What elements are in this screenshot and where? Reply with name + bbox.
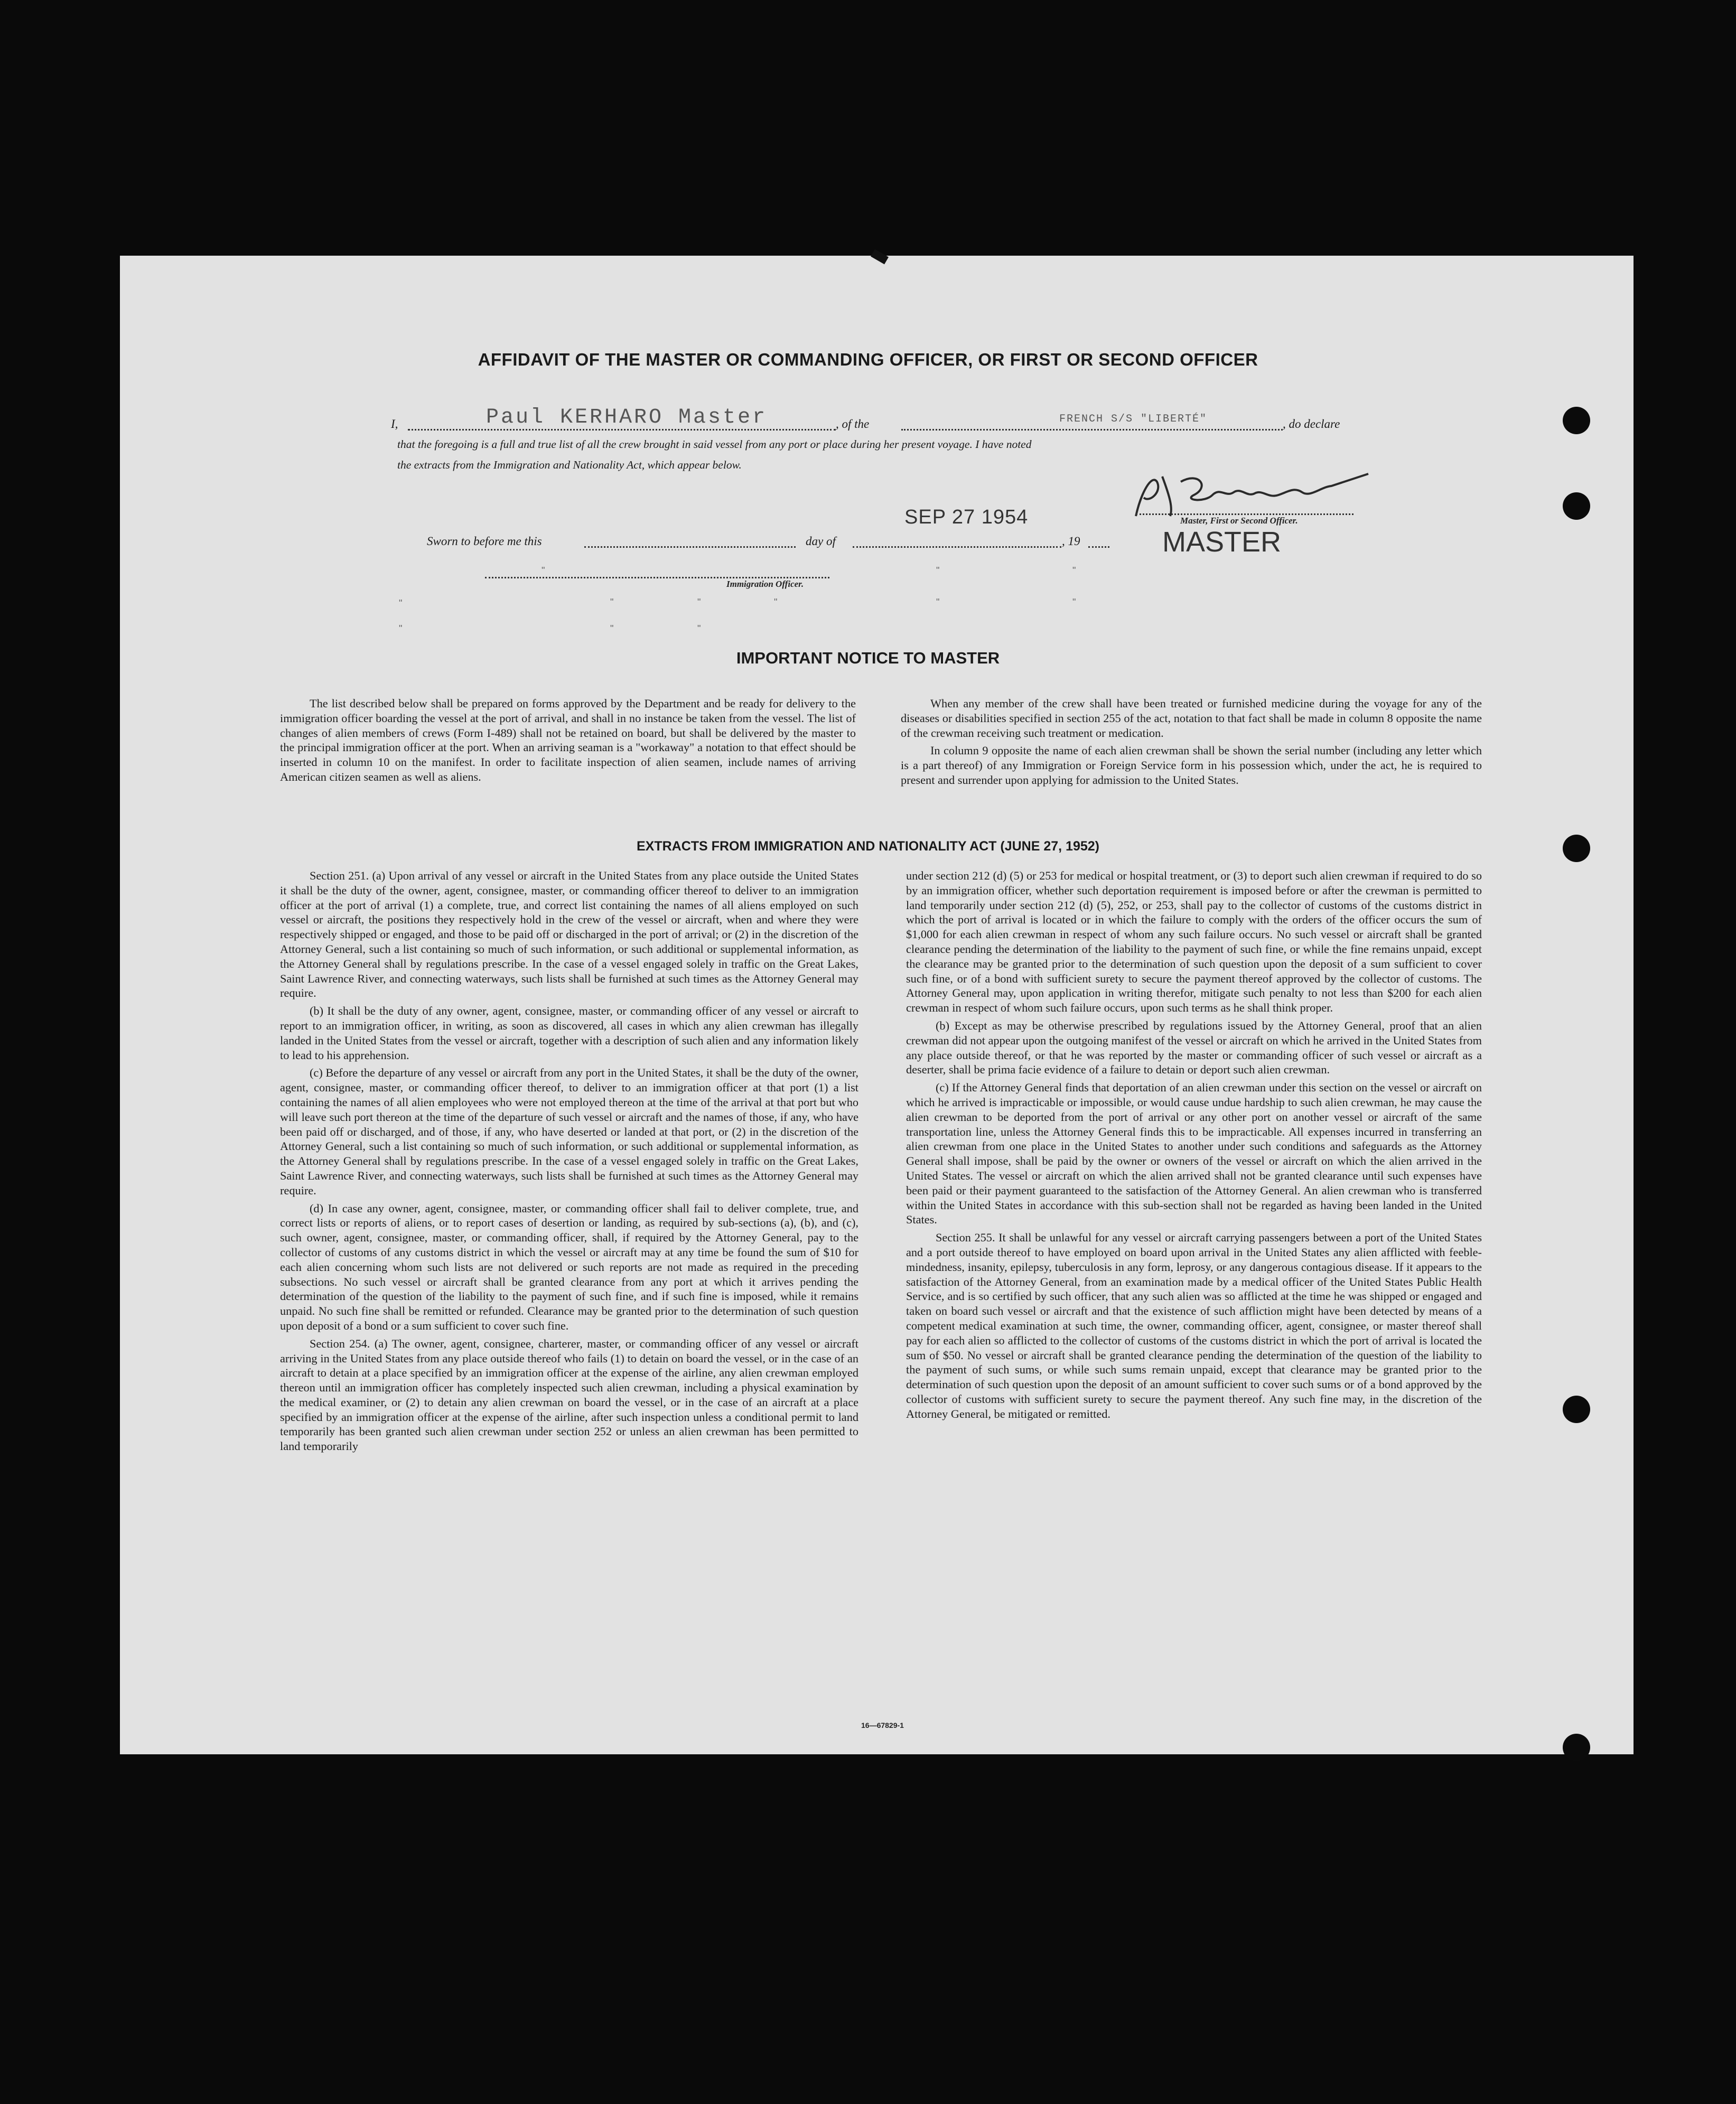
binder-hole [1563,1734,1590,1761]
binder-hole [1563,407,1590,434]
section-251d: (d) In case any owner, agent, consignee, master, or commanding officer shall fail to deliver complete, true, and correct lists or reports of aliens, or to report cases of desertion or landing, as required by sub-sections (a), (b), and (c), such owner, agent, consignee, master, or commanding officer, shall, if required by the Attorney General, pay to the collector of customs of any customs district in which the vessel or aircraft may at any time be found the sum of $10 for each alien concerning whom such lists are not delivered or such reports are not made as required in the preceding subsections. No such vessel or aircraft shall be granted clearance from any port at which it arrives pending the determination of the question of the liability to the payment of such fine, and if such fine is imposed, while it remains unpaid. No such fine shall be remitted or refunded. Clearance may be granted prior to the determination of such question upon deposit of a bond or a sum sufficient to cover such fine. [280,1201,858,1332]
section-255: Section 255. It shall be unlawful for any vessel or aircraft carrying passengers between a port of the United States and a port outside thereof to have employed on board upon arrival in the United States any alien afflicted with feeble-mindedness, insanity, epilepsy, tuberculosis in any form, leprosy, or any dangerous contagious disease. If it appears to the satisfaction of the Attorney General, from an examination made by a medical officer of the United States Public Health Service, and is so certified by such officer, that any such alien was so afflicted at the time he was shipped or engaged and taken on board such vessel or aircraft and that the existence of such affliction might have been detected by means of a competent medical examination at such time, the owner, commanding officer, agent, consignee, or master thereof shall pay for each alien so afflicted to the collector of customs of the customs district in which the port of arrival is located the sum of $50. No vessel or aircraft shall be granted clearance pending the determination of the question of the liability to the payment of such sums, or while such sums remain unpaid, except that clearance may be granted prior to the determination of such question upon the deposit of an amount sufficient to cover such sums or of a bond approved by the collector of customs with sufficient surety to secure the payment thereof. Any such fine may, in the discretion of the Attorney General, be mitigated or remitted. [906,1231,1482,1420]
ditto-mark: " [1072,565,1076,576]
ditto-mark: " [936,597,940,607]
year-line [1088,546,1109,548]
extracts-left-column [280,868,858,1457]
do-declare-text: , do declare [1283,417,1340,431]
ditto-mark: " [610,597,614,607]
binder-hole [1563,1396,1590,1423]
intro-text: I, [391,417,398,431]
ditto-mark: " [610,623,614,634]
declaration-text-1: that the foregoing is a full and true list of all the crew brought in said vessel from any port or place during her present voyage. I have noted [397,438,1032,451]
extracts-title: EXTRACTS FROM IMMIGRATION AND NATIONALITY ACT (JUNE 27, 1952) [637,839,1099,854]
section-254b: (b) Except as may be otherwise prescribed by regulations issued by the Attorney General, proof that an alien crewman did not appear upon the outgoing manifest of the vessel or aircraft on which he arrived in the United States from any place outside thereof, or that he was reported by the master or commanding officer of such vessel or aircraft as a deserter, shall be prima facie evidence of a failure to detain or deport such alien crewman. [906,1018,1482,1077]
section-254c: (c) If the Attorney General finds that deportation of an alien crewman under this section on the vessel or aircraft on which he arrived is impracticable or impossible, or would cause undue hardship to such alien crewman, he may cause the alien crewman to be deported from the port of arrival or any other port on another vessel or aircraft of the same transportation line, unless the Attorney General finds this to be impracticable. All expenses incurred in transferring an alien crewman from one place in the United States to another under such conditions and safeguards as the Attorney General shall impose, shall be paid by the owner or owners of the vessel or aircraft on which the alien arrived in the United States. The vessel or aircraft on which the alien arrived shall not be granted clearance until such expenses have been paid or their payment guaranteed to the satisfaction of the Attorney General. An alien crewman who is transferred within the United States in accordance with this sub-section shall not be regarded as having been landed in the United States. [906,1081,1482,1227]
ditto-mark: " [936,565,940,576]
master-label: Master, First or Second Officer. [1180,516,1298,526]
master-name-field: Paul KERHARO Master [486,406,768,429]
officer-signature-line [485,577,829,578]
ditto-mark: " [399,623,403,634]
master-stamp: MASTER [1162,526,1282,558]
ditto-mark: " [697,623,701,634]
section-251c: (c) Before the departure of any vessel or aircraft from any port in the United States, it shall be the duty of the owner, agent, consignee, master, or commanding officer thereof, to deliver to an immigration officer at that port (1) a list containing the names of all alien employees who were not employed thereon at the time of the arrival at that port but who will leave such port thereon at the time of the departure of such vessel or aircraft and the names of those, if any, who have been paid off or discharged, and of those, if any, who have deserted or landed at that port, or (2) in the discretion of the Attorney General, such a list containing so much of such information, or such additional or supplemental information, as the Attorney General shall by regulations prescribe. In the case of a vessel engaged solely in traffic on the Great Lakes, Saint Lawrence River, and connecting waterways, such lists shall be furnished at such times as the Attorney General may require. [280,1066,858,1197]
day-of-text: day of [806,535,836,548]
master-signature-line [1136,513,1354,515]
section-251b: (b) It shall be the duty of any owner, agent, consignee, master, or commanding officer of any vessel or aircraft to report to an immigration officer, in writing, as soon as discovered, all cases in which any alien crewman has illegally landed in the United States from the vessel or aircraft, together with a description of such alien and any information likely to lead to his apprehension. [280,1004,858,1062]
ditto-mark: " [542,565,545,576]
ditto-mark: " [697,597,701,607]
sworn-text: Sworn to before me this [427,535,542,548]
extracts-right-column [906,868,1482,1424]
month-line [853,546,1061,548]
notice-paragraph: When any member of the crew shall have been treated or furnished medicine during the voyage for any of the diseases or disabilities specified in section 255 of the act, notation to that fact shall be made in column 8 opposite the name of the crewman receiving such treatment or medication. [901,697,1482,740]
notice-right-column [901,696,1482,791]
date-stamp: SEP 27 1954 [904,506,1029,528]
of-the-text: , of the [836,417,870,431]
ditto-mark: " [1072,597,1076,607]
ditto-mark: " [774,597,778,607]
notice-title: IMPORTANT NOTICE TO MASTER [736,649,1000,667]
officer-label: Immigration Officer. [726,579,804,589]
notice-paragraph: The list described below shall be prepared on forms approved by the Department and be ready for delivery to the immigration officer boarding the vessel at the port of arrival, and shall in no instance be taken from the vessel. The list of changes of alien members of crews (Form I-489) shall not be retained on board, but shall be delivered by the master to the principal immigration officer at the port. When an arriving seaman is a "workaway" a notation to that effect should be inserted in column 10 on the manifest. In order to facilitate inspection of alien seamen, include names of arriving American citizen seamen as well as aliens. [280,697,856,783]
notice-paragraph: In column 9 opposite the name of each alien crewman shall be shown the serial number (including any letter which is a part thereof) of any Immigration or Foreign Service form in his possession which, under the act, he is required to present and surrender upon applying for admission to the United States. [901,744,1482,787]
section-254a-continued: under section 212 (d) (5) or 253 for medical or hospital treatment, or (3) to deport such alien crewman if required to do so by an immigration officer, whether such deportation requirement is imposed before or after the crewman is permitted to land temporarily under section 212 (d) (5), 252, or 253, shall pay to the collector of customs of the customs district in which the port of arrival is located or in which the failure to comply with the orders of the officer occurs the sum of $1,000 for each alien crewman in respect of whom any such failure occurs. No such vessel or aircraft shall be granted clearance pending the determination of the liability to the payment of such fine, or while the fine remains unpaid, except the clearance may be granted prior to the determination of such question upon the deposit of a sum sufficient to cover such fine, or of a bond with sufficient surety to secure the payment thereof approved by the collector of customs. The Attorney General may, upon application in writing therefor, mitigate such penalty to not less than $200 for each alien crewman in respect of whom such failure occurs, upon such terms as he shall think proper. [906,869,1482,1015]
section-251a: Section 251. (a) Upon arrival of any vessel or aircraft in the United States from any place outside the United States it shall be the duty of the owner, agent, consignee, master, or commanding officer thereof to deliver to an immigration officer at the port of arrival (1) a complete, true, and correct list containing the names of all aliens employed on such vessel or aircraft, the positions they respectively hold in the crew of the vessel or aircraft, when and where they were respectively shipped or engaged, and those to be paid off or discharged in the port of arrival; or (2) in the discretion of the Attorney General, such a list containing so much of such information, or such additional or supplemental information, as the Attorney General shall by regulations prescribe. In the case of a vessel engaged solely in traffic on the Great Lakes, Saint Lawrence River, and connecting waterways, such lists shall be furnished at such times as the Attorney General may require. [280,869,858,1000]
form-number: 16—67829-1 [861,1721,904,1729]
sworn-date-line [584,546,796,548]
vessel-name-field: FRENCH S/S "LIBERTÉ" [1059,413,1208,425]
vessel-field-line [901,429,1283,431]
notice-left-column [280,696,856,788]
ditto-mark: " [399,598,403,609]
affidavit-title: AFFIDAVIT OF THE MASTER OR COMMANDING OFFICER, OR FIRST OR SECOND OFFICER [478,350,1258,369]
section-254a: Section 254. (a) The owner, agent, consignee, charterer, master, or commanding officer of any vessel or aircraft arriving in the United States from any place outside thereof who fails (1) to detain on board the vessel, or in the case of an aircraft to detain at a place specified by an immigration officer at the expense of the airline, any alien crewman employed thereon until an immigration officer has completely inspected such alien crewman, including a physical examination by the medical examiner, or (2) to detain any alien crewman on board the vessel, or in the case of an aircraft at a place specified by an immigration officer at the expense of the airline, after such inspection unless a conditional permit to land temporarily has been granted such alien crewman under section 252 or unless an alien crewman has been permitted to land temporarily [280,1336,858,1453]
binder-hole [1563,492,1590,520]
declaration-text-2: the extracts from the Immigration and Nationality Act, which appear below. [397,459,742,471]
year-text: , 19 [1062,535,1080,548]
